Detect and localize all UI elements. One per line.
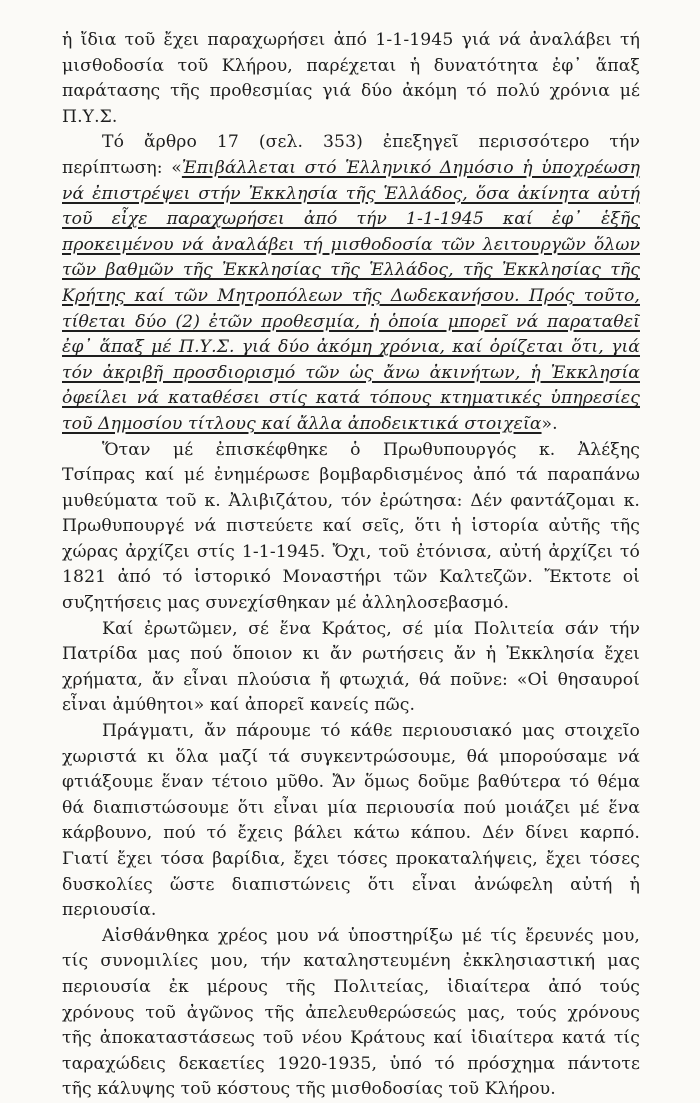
text-line — [62, 412, 640, 438]
text-line: μισθοδοσία τοῦ Κλήρου, παρέχεται ἡ δυνατότητα ἐφ᾽ ἅπαξ — [62, 55, 640, 76]
text-line: θά διαπιστώσουμε ὅτι εἶναι μία περιουσία πού μοιάζει μέ ἕνα — [62, 797, 640, 818]
text-line — [62, 361, 640, 387]
text-line: Π.Υ.Σ. — [62, 106, 118, 127]
text-line — [62, 310, 640, 336]
text-line: εἶναι ἀμύθητοι» καί ἀπορεῖ κανείς πῶς. — [62, 695, 416, 716]
text-line — [62, 258, 640, 284]
plain-text: περίπτωση: « — [62, 157, 182, 178]
text-line: Γιατί ἔχει τόσα βαρίδια, ἔχει τόσες προκαταλήψεις, ἔχει τόσες — [62, 849, 640, 869]
paragraph-p4 — [62, 617, 640, 719]
text-line: κάρβουνο, πού τό ἔχεις βάλει κάτω κάπου. Δέν δίνει καρπό. — [62, 823, 640, 844]
text-line: παράτασης τῆς προθεσμίας γιά δύο ἀκόμη τό πολύ χρόνια μέ — [62, 81, 640, 102]
text-line: 1821 ἀπό τό ἱστορικό Μοναστήρι τῶν Καλτεζῶν. Ἔκτοτε οἱ — [62, 567, 640, 588]
text-line: τῆς κάλυψης τοῦ κόστους τῆς μισθοδοσίας τοῦ Κλήρου. — [62, 1079, 556, 1100]
paragraph-p1 — [62, 28, 640, 130]
underlined-quote: Ἐπιβάλλεται στό Ἑλληνικό Δημόσιο ἡ ὑποχρέωση — [181, 157, 640, 178]
document-body — [62, 28, 640, 1103]
underlined-quote: τόν ἀκριβῆ προσδιορισμό τῶν ὡς ἄνω ἀκινήτων, ἡ Ἐκκλησία — [62, 362, 640, 383]
underlined-quote: Κρήτης καί τῶν Μητροπόλεων τῆς Δωδεκανήσου. Πρός τοῦτο, — [62, 285, 640, 306]
text-line — [62, 386, 640, 412]
text-line: χρήματα, ἄν εἶναι πλούσια ἤ φτωχιά, θά ποῦνε: «Οἱ θησαυροί — [62, 669, 640, 690]
text-line: συζητήσεις μας συνεχίσθηκαν μέ ἀλληλοσεβασμό. — [62, 593, 510, 614]
paragraph-p5 — [62, 719, 640, 924]
underlined-quote: ἐφ᾽ ἅπαξ μέ Π.Υ.Σ. γιά δύο ἀκόμη χρόνια, καί ὁρίζεται ὅτι, γιά — [62, 337, 640, 358]
text-line: Πατρίδα μας πού ὅποιον κι ἄν ρωτήσεις ἄν ἡ Ἐκκλησία ἔχει — [62, 644, 640, 665]
text-line: περιουσία. — [62, 900, 157, 921]
underlined-quote: νά ἐπιστρέψει στήν Ἐκκλησία τῆς Ἑλλάδος, ὅσα ἀκίνητα αὐτή — [62, 183, 640, 204]
text-line: περιουσία ἐκ μέρους τῆς Πολιτείας, ἰδιαίτερα ἀπό τούς — [62, 976, 640, 997]
underlined-quote: προκειμένου νά ἀναλάβει τή μισθοδοσία τῶν λειτουργῶν ὅλων — [62, 234, 640, 255]
text-line: δυσκολίες ὥστε διαπιστώνεις ὅτι εἶναι ἀνώφελη αὐτή ἡ — [62, 874, 640, 895]
text-line: Ὅταν μέ ἐπισκέφθηκε ὁ Πρωθυπουργός κ. Ἀλέξης — [102, 439, 640, 460]
text-line: Τό ἄρθρο 17 (σελ. 353) ἐπεξηγεῖ περισσότερο τήν — [102, 132, 640, 153]
text-line: ταραχώδεις δεκαετίες 1920-1935, ὑπό τό πρόσχημα πάντοτε — [62, 1053, 640, 1074]
text-line: τίς συνομιλίες μου, τήν καταληστευμένη ἐκκλησιαστική μας — [62, 951, 640, 972]
text-line: Πράγματι, ἄν πάρουμε τό κάθε περιουσιακό μας στοιχεῖο — [102, 721, 640, 742]
text-line: Καί ἐρωτῶμεν, σέ ἕνα Κράτος, σέ μία Πολιτεία σάν τήν — [102, 618, 640, 639]
paragraph-p6 — [62, 924, 640, 1103]
text-line: χωριστά κι ὅλα μαζί τά συγκεντρώσουμε, θά μπορούσαμε νά — [62, 746, 640, 767]
underlined-quote: τοῦ εἶχε παραχωρήσει ἀπό τήν 1-1-1945 καί ἐφ᾽ ἑξῆς — [62, 209, 640, 230]
text-line: Αἰσθάνθηκα χρέος μου νά ὑποστηρίξω μέ τίς ἔρευνές μου, — [102, 925, 640, 946]
text-line — [62, 233, 640, 259]
underlined-quote: τῶν βαθμῶν τῆς Ἐκκλησίας τῆς Ἑλλάδος, τῆς Ἐκκλησίας τῆς — [62, 260, 640, 281]
text-line — [62, 207, 640, 233]
plain-text: ». — [541, 413, 558, 434]
text-line: Τσίπρας καί μέ ἐνημέρωσε βομβαρδισμένος ἀπό τά παραπάνω — [62, 465, 640, 486]
text-line: χρόνους τοῦ ἀγῶνος τῆς ἀπελευθερώσεώς μας, τούς χρόνους — [62, 1002, 640, 1023]
text-line: φτιάξουμε ἕναν τέτοιο μῦθο. Ἄν ὅμως δοῦμε βαθύτερα τό θέμα — [62, 772, 640, 793]
text-line — [62, 156, 640, 182]
underlined-quote: τοῦ Δημοσίου τίτλους καί ἄλλα ἀποδεικτικά στοιχεῖα — [62, 413, 542, 434]
text-line: χώρας ἀρχίζει στίς 1-1-1945. Ὄχι, τοῦ ἐτόνισα, αὐτή ἀρχίζει τό — [62, 541, 640, 562]
underlined-quote: τίθεται δύο (2) ἐτῶν προθεσμία, ἡ ὁποία μπορεῖ νά παραταθεῖ — [62, 311, 640, 332]
paragraph-p3 — [62, 438, 640, 617]
text-line — [62, 284, 640, 310]
text-line: ἡ ἴδια τοῦ ἔχει παραχωρήσει ἀπό 1-1-1945 γιά νά ἀναλάβει τή — [62, 30, 640, 50]
underlined-quote: ὀφείλει νά καταθέσει στίς κατά τόπους κτηματικές ὑπηρεσίες — [62, 388, 640, 409]
text-line — [62, 335, 640, 361]
text-line: Πρωθυπουργέ νά πιστεύετε καί σεῖς, ὅτι ἡ ἱστορία αὐτῆς τῆς — [62, 516, 640, 537]
text-line — [62, 182, 640, 208]
text-line: μυθεύματα τοῦ κ. Ἀλιβιζάτου, τόν ἐρώτησα: Δέν φαντάζομαι κ. — [62, 490, 640, 511]
paragraph-p2 — [62, 130, 640, 437]
text-line: τῆς ἀποκαταστάσεως τοῦ νέου Κράτους καί ἰδιαίτερα κατά τίς — [62, 1028, 640, 1049]
